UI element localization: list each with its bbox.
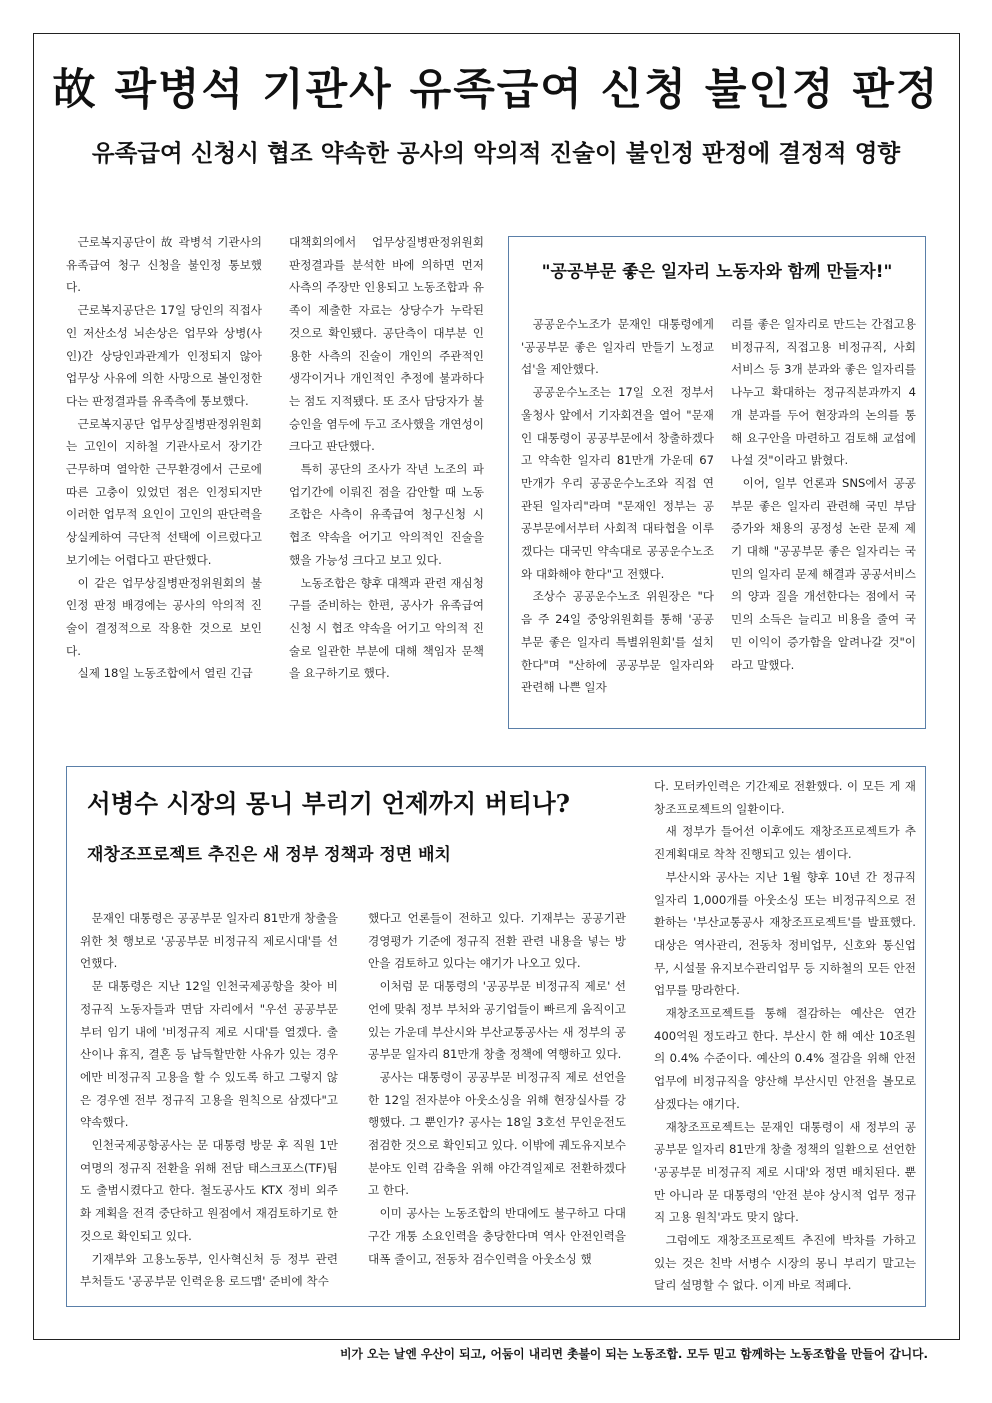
paragraph: 근로복지공단이 故 곽병석 기관사의 유족급여 청구 신청을 불인정 통보했다. (66, 235, 262, 295)
paragraph: 다. 모터카인력은 기간제로 전환했다. 이 모든 게 재창조프로젝트의 일환이다. (654, 779, 916, 816)
box2-column-3 (654, 775, 916, 1297)
paragraph: 조상수 공공운수노조 위원장은 "다음 주 24일 중앙위원회를 통해 '공공부문 좋은 일자리 특별위원회'를 설치한다"며 "산하에 공공부문 일자리와 관련해 나쁜 일자 (521, 589, 714, 695)
article1-column-2 (289, 231, 484, 685)
paragraph: 공공운수노조가 문재인 대통령에게 '공공부문 좋은 일자리 만들기 노정교섭'을 제안했다. (521, 317, 714, 377)
paragraph: 재창조프로젝트를 통해 절감하는 예산은 연간 400억원 정도라고 한다. 부산시 한 해 예산 10조원의 0.4% 수준이다. 예산의 0.4% 절감을 위해 안전업무에 비정규직을 양산해 부산시민 안전을 볼모로 삼겠다는 얘기다. (654, 1006, 916, 1111)
paragraph: 재창조프로젝트는 문재인 대통령이 새 정부의 공공부문 일자리 81만개 창출 정책의 일환으로 선언한 '공공부문 비정규직 제로 시대'와 정면 배치된다. 뿐만 아니라 문 대통령의 '안전 분야 상시적 업무 정규직 고용 원칙'과도 맞지 않다. (654, 1119, 916, 1225)
paragraph: 새 정부가 들어선 이후에도 재창조프로젝트가 추진계획대로 착착 진행되고 있는 셈이다. (654, 824, 916, 862)
paragraph: 이어, 일부 언론과 SNS에서 공공부문 좋은 일자리 관련해 국민 부담 증가와 채용의 공정성 논란 문제 제기 대해 "공공부문 좋은 일자리는 국민의 일자리 문제 해결과 공공서비스의 양과 질을 개선한다는 점에서 국민의 소득은 늘리고 비용을 줄여 국민 이익이 증가함을 알려나갈 것"이라고 말했다. (731, 475, 916, 672)
headline: 故 곽병석 기관사 유족급여 신청 불인정 판정 (52, 65, 940, 115)
paragraph: 기재부와 고용노동부, 인사혁신처 등 정부 관련 부처들도 '공공부문 인력운용 로드맵' 준비에 착수 (80, 1251, 338, 1289)
paragraph: 인천국제공항공사는 문 대통령 방문 후 직원 1만여명의 정규직 전환을 위해 전담 태스크포스(TF)팀도 출범시켰다고 한다. 철도공사도 KTX 정비 외주화 계획을 전격 중단하고 원점에서 재검토하기로 한 것으로 확인되고 있다. (80, 1138, 338, 1243)
box2-column-1 (80, 907, 338, 1293)
box1-column-2 (731, 313, 916, 676)
paragraph: 공공운수노조는 17일 오전 정부서울청사 앞에서 기자회견을 열어 "문재인 대통령이 공공부문에서 창출하겠다고 약속한 일자리 81만개 가운데 67만개가 우리 공공운수노조와 직접 연관된 일자리"라며 "문재인 정부는 공공부문에서부터 사회적 대타협을 이루겠다는 대국민 약속대로 공공운수노조와 대화해야 한다"고 전했다. (521, 385, 714, 581)
paragraph: 공사는 대통령이 공공부문 비정규직 제로 선언을 한 12일 전자분야 아웃소싱을 위해 현장실사를 강행했다. 그 뿐인가? 공사는 18일 3호선 무인운전도 점검한 것으로 확인되고 있다. 이밖에 궤도유지보수분야도 인력 감축을 위해 야간격일제로 전환하겠다고 한다. (368, 1069, 626, 1198)
box2-title: 서병수 시장의 몽니 부리기 언제까지 버티나? (87, 789, 571, 818)
article1-column-1 (66, 231, 262, 685)
paragraph: 문 대통령은 지난 12일 인천국제공항을 찾아 비정규직 노동자들과 면담 자리에서 "우선 공공부문부터 임기 내에 '비정규직 제로 시대'를 열겠다. 출산이나 휴직, 결혼 등 납득할만한 사유가 있는 경우에만 비정규직 고용을 할 수 있도록 하고 그렇지 않은 경우엔 전부 정규직 고용을 원칙으로 삼겠다"고 약속했다. (80, 979, 338, 1130)
paragraph: 근로복지공단 업무상질병판정위원회는 고인이 지하철 기관사로서 장기간 근무하며 열악한 근무환경에서 근로에 따른 고충이 있었던 점은 인정되지만 이러한 업무적 요인이 고인의 판단력을 상실케하여 극단적 선택에 이르렀다고 보기에는 어렵다고 판단했다. (66, 416, 262, 567)
paragraph: 했다고 언론들이 전하고 있다. 기재부는 공공기관 경영평가 기준에 정규직 전환 관련 내용을 넣는 방안을 검토하고 있다는 얘기가 나오고 있다. (368, 911, 626, 971)
paragraph: 부산시와 공사는 지난 1월 향후 10년 간 정규직 일자리 1,000개를 아웃소싱 또는 비정규직으로 전환하는 '부산교통공사 재창조프로젝트'를 발표했다. 대상은 역사관리, 전동차 정비업무, 신호와 통신업무, 시설물 유지보수관리업무 등 지하철의 모든 안전업무를 망라한다. (654, 869, 916, 998)
paragraph: 리를 좋은 일자리로 만드는 간접고용 비정규직, 직접고용 비정규직, 사회서비스 등 3개 분과와 좋은 일자리를 나누고 확대하는 정규직분과까지 4개 분과를 두어 현장과의 논의를 통해 요구안을 마련하고 검토해 교섭에 나설 것"이라고 밝혔다. (731, 317, 916, 468)
box2-subtitle: 재창조프로젝트 추진은 새 정부 정책과 정면 배치 (87, 845, 451, 865)
paragraph: 이처럼 문 대통령의 '공공부문 비정규직 제로' 선언에 맞춰 정부 부처와 공기업들이 빠르게 움직이고 있는 가운데 부산시와 부산교통공사는 새 정부의 공공부문 일자리 81만개 창출 정책에 역행하고 있다. (368, 979, 626, 1062)
footer-slogan: 비가 오는 날엔 우산이 되고, 어둠이 내리면 촛불이 되는 노동조합. 모두 믿고 함께하는 노동조합을 만들어 갑니다. (340, 1347, 928, 1361)
subheadline: 유족급여 신청시 협조 약속한 공사의 악의적 진술이 불인정 판정에 결정적 영향 (91, 139, 901, 167)
paragraph: 그럼에도 재창조프로젝트 추진에 박차를 가하고 있는 것은 친박 서병수 시장의 몽니 부리기 말고는 달리 설명할 수 없다. 이게 바로 적폐다. (654, 1233, 916, 1293)
paragraph: 근로복지공단은 17일 당인의 직접사인 저산소성 뇌손상은 업무와 상병(사인)간 상당인과관계가 인정되지 않아 업무상 사유에 의한 사망으로 볼인정한다는 판정결과를 유족측에 통보했다. (66, 303, 262, 408)
paragraph: 실제 18일 노동조합에서 열린 긴급 (77, 666, 253, 681)
sidebar-box-title: "공공부문 좋은 일자리 노동자와 함께 만들자!" (541, 262, 893, 282)
paragraph: 이 같은 업무상질병판정위원회의 불인정 판정 배경에는 공사의 악의적 진술이 결정적으로 작용한 것으로 보인다. (66, 575, 262, 658)
paragraph: 이미 공사는 노동조합의 반대에도 불구하고 다대구간 개통 소요인력을 충당한다며 역사 안전인력을 대폭 줄이고, 전동차 검수인력을 아웃소싱 했 (368, 1206, 626, 1266)
box1-column-1 (521, 313, 714, 699)
paragraph: 특히 공단의 조사가 작년 노조의 파업기간에 이뤄진 점을 감안할 때 노동조합은 사측이 유족급여 청구신청 시 협조 약속을 어기고 악의적인 진술을 했을 가능성 크다고 보고 있다. (289, 462, 484, 567)
box2-column-2 (368, 907, 626, 1270)
paragraph: 문재인 대통령은 공공부문 일자리 81만개 창출을 위한 첫 행보로 '공공부문 비정규직 제로시대'를 선언했다. (80, 911, 338, 971)
paragraph: 노동조합은 향후 대책과 관련 재심청구를 준비하는 한편, 공사가 유족급여 신청 시 협조 약속을 어기고 악의적 진술로 일관한 부분에 대해 책임자 문책을 요구하기로 했다. (289, 575, 484, 681)
paragraph: 대책회의에서 업무상질병판정위원회 판정결과를 분석한 바에 의하면 먼저 사측의 주장만 인용되고 노동조합과 유족이 제출한 자료는 상당수가 누락된 것으로 확인됐다. 공단측이 대부분 인용한 사측의 진술이 개인의 주관적인 생각이거나 개인적인 추정에 불과하다는 점도 지적됐다. 또 조사 담당자가 불승인을 염두에 두고 조사했을 개연성이 크다고 판단했다. (289, 235, 484, 454)
